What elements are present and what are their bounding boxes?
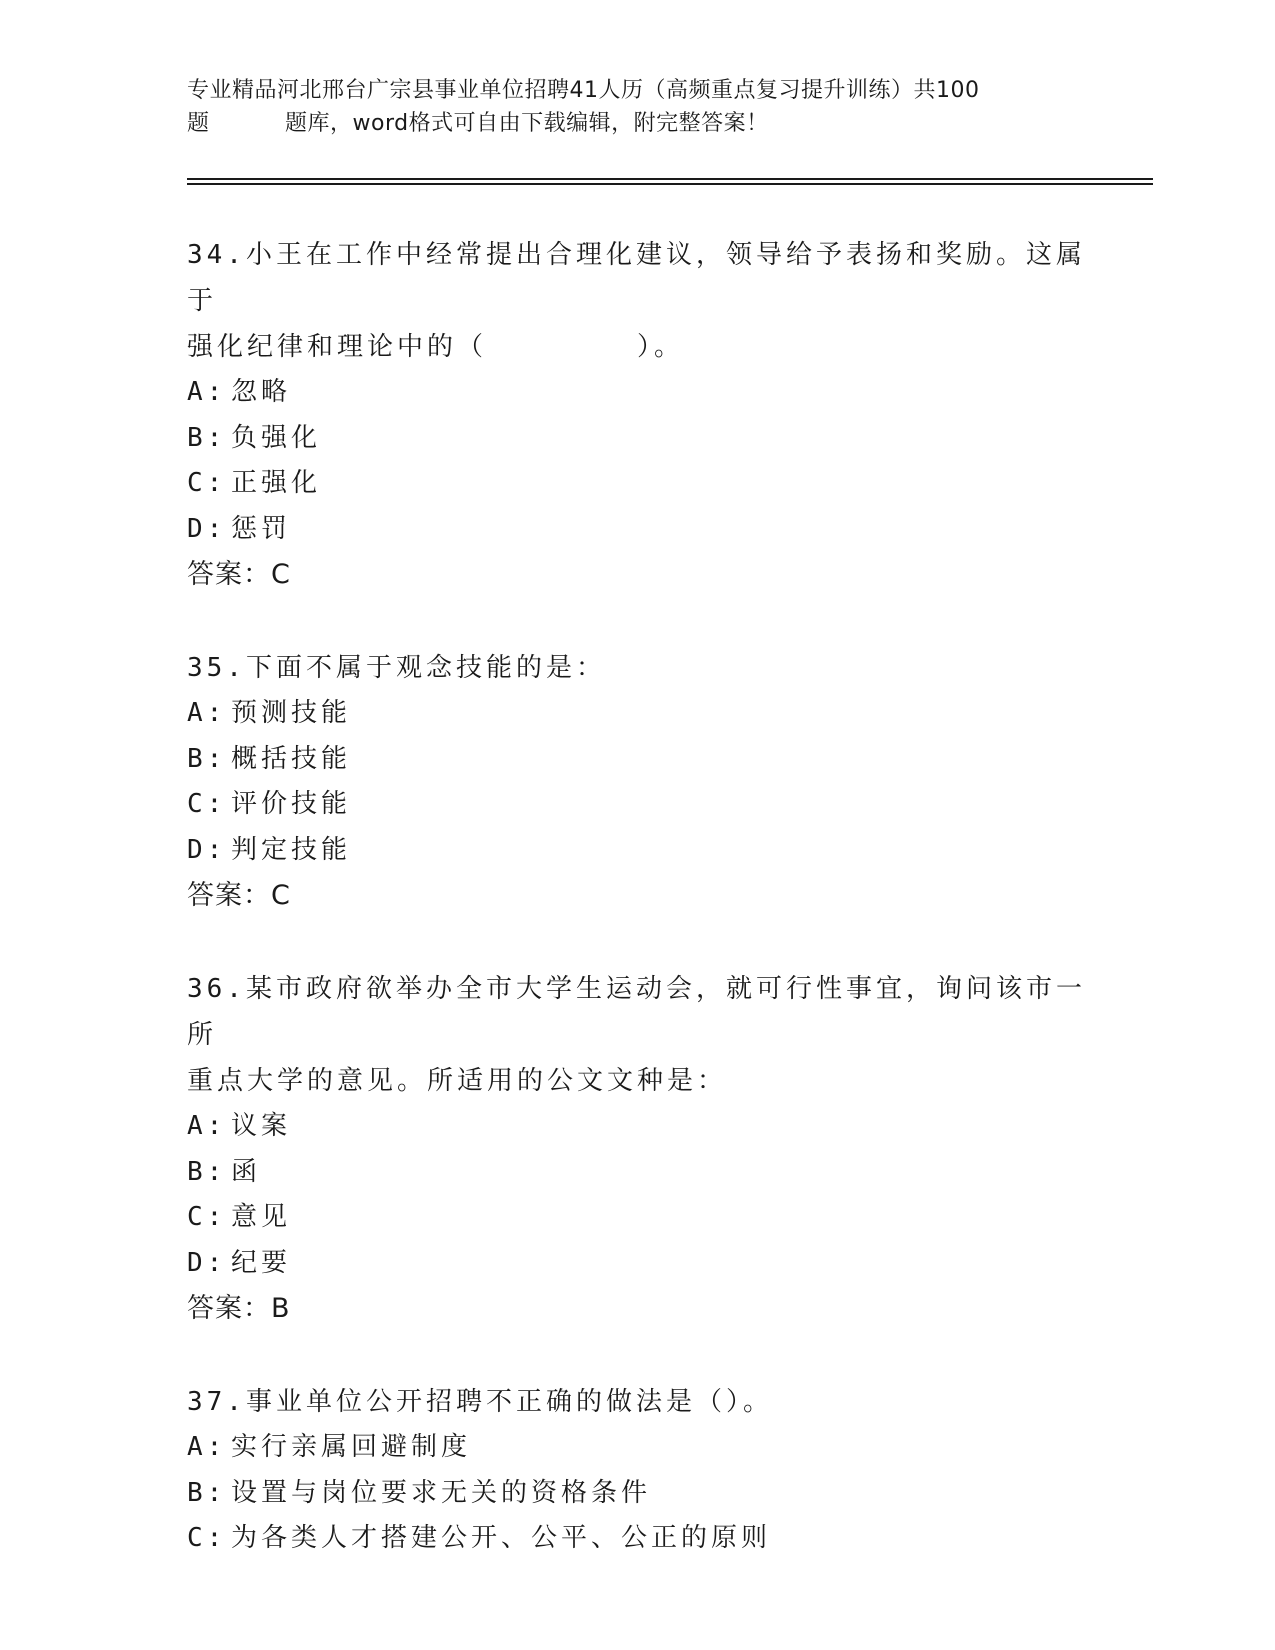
option-text: 函	[231, 1156, 262, 1187]
header-rule-bottom	[187, 183, 1153, 185]
option-key: A:	[187, 1432, 227, 1462]
option-b	[187, 737, 1087, 783]
answer: 答案：C	[187, 559, 291, 590]
option-a	[187, 691, 1087, 737]
option-text: 评价技能	[231, 789, 352, 819]
answer: 答案：C	[187, 880, 291, 911]
question-list	[187, 232, 1087, 1610]
option-b	[187, 416, 1087, 462]
option-key: B:	[187, 422, 227, 453]
header-line-2-lead: 题	[187, 111, 210, 136]
header-rule-top	[187, 178, 1153, 180]
question-35	[187, 645, 1087, 918]
option-text: 忽略	[231, 377, 292, 407]
option-key: A:	[187, 698, 227, 728]
option-text: 概括技能	[231, 743, 352, 774]
option-key: C:	[187, 789, 227, 819]
option-key: A:	[187, 377, 227, 407]
option-d	[187, 1241, 1087, 1287]
option-key: A:	[187, 1111, 227, 1141]
document-header	[187, 74, 1067, 140]
option-text: 实行亲属回避制度	[231, 1432, 472, 1462]
option-text: 惩罚	[231, 513, 292, 544]
question-text: 35.下面不属于观念技能的是：	[187, 653, 606, 683]
option-text: 为各类人才搭建公开、公平、公正的原则	[231, 1523, 772, 1553]
option-key: B:	[187, 743, 227, 774]
option-text: 纪要	[231, 1247, 292, 1278]
option-text: 预测技能	[231, 698, 352, 728]
question-text: 37.事业单位公开招聘不正确的做法是（）。	[187, 1387, 773, 1417]
option-key: C:	[187, 1202, 227, 1232]
header-line-2	[187, 107, 1067, 140]
option-c	[187, 1195, 1087, 1241]
question-text: 36.某市政府欲举办全市大学生运动会，就可行性事宜，询问该市一所	[187, 974, 1086, 1050]
option-text: 负强化	[231, 422, 322, 453]
option-key: B:	[187, 1477, 227, 1508]
option-text: 设置与岗位要求无关的资格条件	[231, 1477, 652, 1508]
question-text: 34.小王在工作中经常提出合理化建议，领导给予表扬和奖励。这属于	[187, 240, 1086, 316]
option-b	[187, 1471, 1087, 1517]
answer: 答案：B	[187, 1293, 291, 1324]
option-a	[187, 1425, 1087, 1471]
option-a	[187, 1104, 1087, 1150]
option-key: D:	[187, 1247, 227, 1278]
option-text: 意见	[231, 1202, 292, 1232]
option-b	[187, 1150, 1087, 1196]
option-a	[187, 370, 1087, 416]
header-line-1: 专业精品河北邢台广宗县事业单位招聘41人历（高频重点复习提升训练）共100	[187, 78, 980, 103]
option-key: B:	[187, 1156, 227, 1187]
question-37	[187, 1379, 1087, 1562]
question-text: 重点大学的意见。所适用的公文文种是：	[187, 1066, 728, 1096]
header-line-2-rest: 题库，word格式可自由下载编辑，附完整答案！	[285, 111, 769, 136]
option-text: 判定技能	[231, 834, 352, 865]
option-key: C:	[187, 1523, 227, 1553]
option-d	[187, 507, 1087, 553]
option-key: D:	[187, 834, 227, 865]
option-d	[187, 828, 1087, 874]
option-key: D:	[187, 513, 227, 544]
option-key: C:	[187, 468, 227, 498]
question-text: 强化纪律和理论中的（ ）。	[187, 332, 685, 362]
option-c	[187, 782, 1087, 828]
question-36	[187, 966, 1087, 1331]
option-text: 正强化	[231, 468, 322, 498]
option-text: 议案	[231, 1111, 292, 1141]
option-c	[187, 461, 1087, 507]
question-34	[187, 232, 1087, 597]
option-c	[187, 1516, 1087, 1562]
